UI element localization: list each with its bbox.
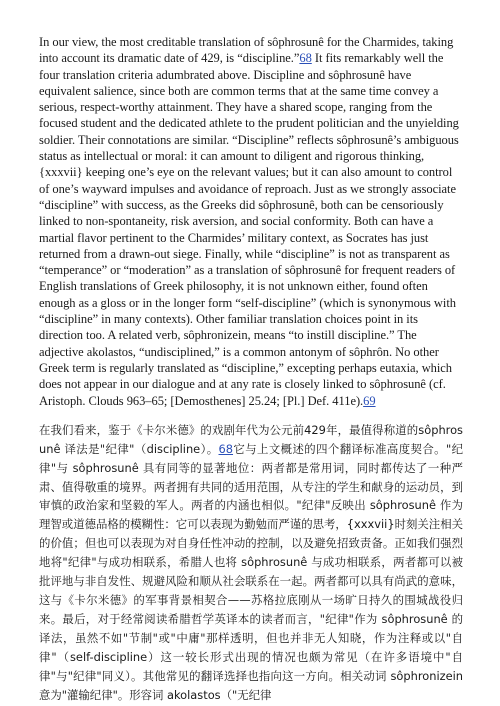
chinese-text-part1: 在我们看来，鉴于《卡尔米德》的戏剧年代为公元前429年，最值得称道的sôphrosunê 译法是"纪律"（discipline）。: [39, 422, 463, 456]
footnote-link-68-zh[interactable]: 68: [218, 441, 234, 456]
footnote-link-69[interactable]: 69: [363, 393, 376, 408]
footnote-link-68[interactable]: 68: [299, 51, 312, 66]
chinese-paragraph: [39, 421, 463, 705]
english-text-part1: In our view, the most creditable translation of sôphrosunê for the Charmides, taking into account its dramatic date of 429, is “discipline.”: [39, 35, 454, 66]
english-text-part2: It fits remarkably well the four translation criteria adumbrated above. Discipline and sôphrosunê have equivalent salience, since both are common terms that at the same time convey a serious, respect-worthy attainment. They have a shared scope, ranging from the focused student and the dedicated athlete to the prudent politician and the unyielding soldier. Their connotations are similar. “Discipline” reflects sôphrosunê’s ambiguous status as intellectual or moral: it can amount to diligent and rigorous thinking, {xxxvii} keeping one’s eye on the relevant values; but it can also amount to control of one’s wayward impulses and avoidance of reproach. Just as we strongly associate “discipline” with success, as the Greeks did sôphrosunê, both can be censoriously linked to non-spontaneity, risk aversion, and social conformity. Both can have a martial flavor pertinent to the Charmides’ military context, as Socrates has just returned from a drawn-out siege. Finally, while “discipline” is not as transparent as “temperance” or “moderation” as a translation of sôphrosunê for frequent readers of English translations of Greek philosophy, it is not unknown either, found often enough as a gloss or in the longer form “self-discipline” (which is synonymous with “discipline” in many contexts). Other familiar translation choices point in its direction too. A related verb, sôphronizein, means “to instill discipline.” The adjective akolastos, “undisciplined,” is a common antonym of sôphrôn. No other Greek term is regularly translated as “discipline,” excepting perhaps eutaxia, which does not appear in our dialogue and at any rate is closely linked to sôphrosunê (cf. Aristoph. Clouds 963–65; [Demosthenes] 25.24; [Pl.] Def. 411e).: [39, 51, 459, 408]
english-paragraph: [39, 34, 463, 409]
chinese-text-part2: 它与上文概述的四个翻译标准高度契合。"纪律"与 sôphrosunê 具有同等的显著地位：两者都是常用词，同时都传达了一种严肃、值得敬重的境界。两者拥有共同的适用范围，从专注的学生和献身的运动员，到审慎的政治家和坚毅的军人。两者的内涵也相似。"纪律"反映出 sôphrosunê 作为理智或道德品格的模糊性：它可以表现为勤勉而严谨的思考，{xxxvii}时刻关注相关的价值；但也可以表现为对自身任性冲动的控制，以及避免招致责备。正如我们强烈地将"纪律"与成功相联系，希腊人也将 sôphrosunê 与成功相联系，两者都可以被批评地与非自发性、规避风险和顺从社会联系在一起。两者都可以具有尚武的意味，这与《卡尔米德》的军事背景相契合——苏格拉底刚从一场旷日持久的围城战役归来。最后，对于经常阅读希腊哲学英译本的读者而言，"纪律"作为 sôphrosunê 的译法，虽然不如"节制"或"中庸"那样透明，但也并非无人知晓，作为注释或以"自律"（self-discipline）这一较长形式出现的情况也颇为常见（在许多语境中"自律"与"纪律"同义）。其他常见的翻译选择也指向这一方向。相关动词 sôphronizein 意为"灌输纪律"。形容词 akolastos（"无纪律: [39, 441, 463, 702]
page-content: [39, 34, 463, 704]
